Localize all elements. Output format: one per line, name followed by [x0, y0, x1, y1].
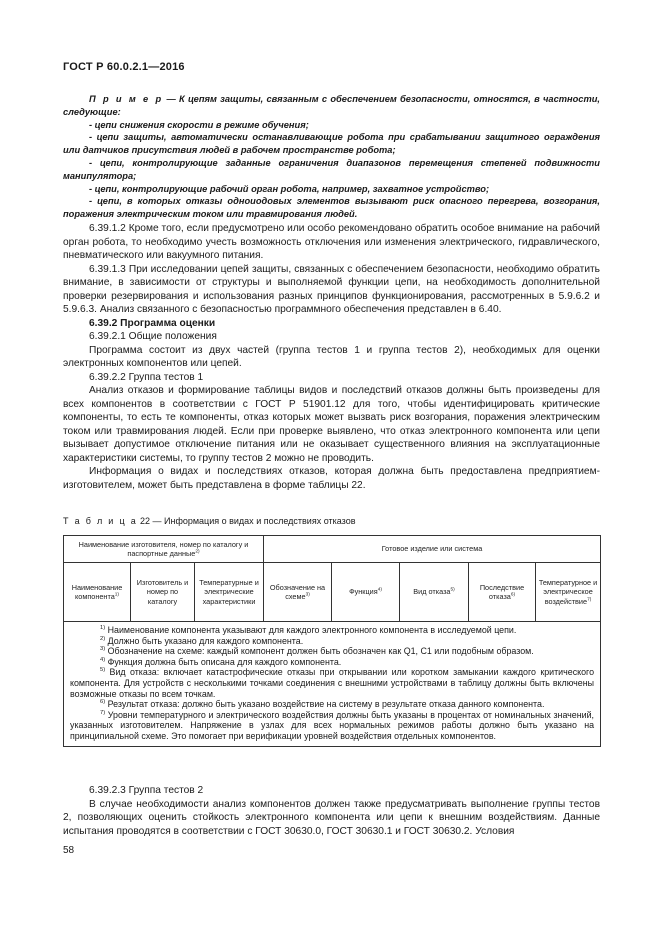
- subheading-6-39-2-1: 6.39.2.1 Общие положения: [89, 331, 217, 342]
- table-footnote: $^{4)}$ Функция должна быть описана для каждого компонента.: [100, 656, 342, 667]
- body-text: [63, 222, 600, 492]
- failure-modes-table: [63, 535, 601, 747]
- table-col-header: Последствие отказа$^{6)}$: [469, 563, 536, 622]
- table-head-manufacturer: Наименование изготовителя, номер по каталогу и паспортные данные$^{2)}$: [64, 536, 264, 563]
- table-caption: [63, 516, 356, 526]
- paragraph-analysis: Анализ отказов и формирование таблицы видов и последствий отказов должны быть произведены для всех компонентов в соответствии с ГОСТ Р 51901.12 для того, чтобы идентифицировать критические компоненты, то есть те компоненты, отказ которых может вызвать риск возгорания, поражения электрическим током или травмирования людей. Если при проверке выявлено, что отказ электронного компонента или цепи вызывает допустимое отключение питания или не оказывает существенного влияния на эксплуатационные характеристики системы, то группу тестов 2 можно не проводить.: [63, 385, 600, 464]
- example-item: - цепи, в которых отказы одноиодовых элементов вызывают риск опасного перегрева, возгорания, поражения электрическим током или травмирования людей.: [63, 196, 600, 220]
- example-intro: [63, 93, 600, 119]
- table-footnote: $^{2)}$ Должно быть указано для каждого компонента.: [100, 635, 304, 646]
- example-intro-text: — К цепям защиты, связанным с обеспечением безопасности, относятся, в частности, следующие:: [63, 94, 601, 117]
- table-col-header: Температурные и электрические характеристики: [195, 563, 264, 622]
- table-col-header: Обозначение на схеме$^{3)}$: [264, 563, 332, 622]
- example-item: - цепи защиты, автоматически останавливающие робота при срабатывании защитного ограждения или датчиков присутствия людей в рабочем пространстве робота;: [63, 132, 600, 156]
- section-heading-6-39-2: 6.39.2 Программа оценки: [89, 317, 216, 329]
- table-footnote: $^{6)}$ Результат отказа: должно быть указано воздействие на систему в результате отказа данного компонента.: [100, 699, 545, 710]
- example-item: - цепи снижения скорости в режиме обучения;: [89, 119, 309, 130]
- example-label: П р и м е р: [89, 94, 164, 104]
- example-block: [63, 93, 600, 221]
- example-item: - цепи, контролирующие рабочий орган робота, например, захватное устройство;: [89, 183, 490, 194]
- table-footnote: $^{7)}$ Уровни температурного и электрического воздействия должны быть указаны в процентах от номинальных значений, указанных изготовителем. Напряжение в узлах для всех нормальных режимов работы должно быть указано на принципиальной схеме. Это помогает при верификации уровней воздействия отдельных компонентов.: [70, 709, 595, 741]
- paragraph-6-39-1-3: 6.39.1.3 При исследовании цепей защиты, связанных с обеспечением безопасности, необходимо обратить внимание, в зависимости от структуры и выполняемой функции цепи, на необходимость дополнительной проверки резервирования и использования разных принципов функционирования, рассмотренных в 5.9.6.2 и 5.9.6.3. Анализ связанного с безопасностью программного обеспечения представлен в 6.40.: [63, 263, 600, 315]
- table-caption-text: 22 — Информация о видах и последствиях отказов: [137, 516, 356, 526]
- paragraph-group2: В случае необходимости анализ компонентов должен также предусматривать выполнение группы тестов 2, позволяющих оценить стойкость электронного компонента или цепи к внешним воздействиям. Данные испытания проводятся в соответствии с ГОСТ 30630.0, ГОСТ 30630.1 и ГОСТ 30630.2. Условия: [63, 798, 600, 837]
- paragraph-6-39-1-2: 6.39.1.2 Кроме того, если предусмотрено или особо рекомендовано обратить особое внимание на рабочий орган робота, то необходимо учесть возможность отключения или изменения электрического, гидравлического, пневматического или вакуумного питания.: [63, 223, 600, 261]
- table-head-product: Готовое изделие или система: [264, 536, 601, 563]
- table-footnotes: [64, 622, 601, 747]
- table-footnote: $^{3)}$ Обозначение на схеме: каждый компонент должен быть обозначен как Q1, C1 или подобным образом.: [100, 646, 534, 657]
- table-col-header: Наименование компонента$^{1)}$: [64, 563, 131, 622]
- body-text-continued: [63, 784, 600, 838]
- table-col-header: Изготовитель и номер по каталогу: [131, 563, 195, 622]
- table-footnote: $^{5)}$ Вид отказа: включает катастрофические отказы при открывании или коротком замыкании каждого критического компонента. Для устройств с несколькими точками соединения с внешними устройствами в таблицу должны быть включены возможные отказы по всем точкам.: [70, 667, 595, 699]
- table-col-header: Температурное и электрическое воздействие$^{7)}$: [536, 563, 601, 622]
- document-header: ГОСТ Р 60.0.2.1—2016: [63, 61, 185, 73]
- subheading-6-39-2-2: 6.39.2.2 Группа тестов 1: [89, 371, 204, 383]
- table-col-header: Функция$^{4)}$: [332, 563, 400, 622]
- table-col-header: Вид отказа$^{5)}$: [400, 563, 469, 622]
- paragraph-info: Информация о видах и последствиях отказов, которая должна быть предоставлена предприятием-изготовителем, может быть представлена в форме таблицы 22.: [63, 466, 600, 491]
- subheading-6-39-2-3: 6.39.2.3 Группа тестов 2: [89, 785, 204, 796]
- page-number: 58: [63, 845, 75, 856]
- example-item: - цепи, контролирующие заданные ограничения диапазонов перемещения степеней подвижности манипулятора;: [63, 157, 600, 181]
- table-caption-label: Т а б л и ц а: [63, 516, 138, 526]
- paragraph-program: Программа состоит из двух частей (группа тестов 1 и группа тестов 2), необходимых для оценки электронных компонентов или цепей.: [63, 344, 600, 369]
- table-footnote: $^{1)}$ Наименование компонента указывают для каждого электронного компонента в исследуемой цепи.: [100, 625, 517, 635]
